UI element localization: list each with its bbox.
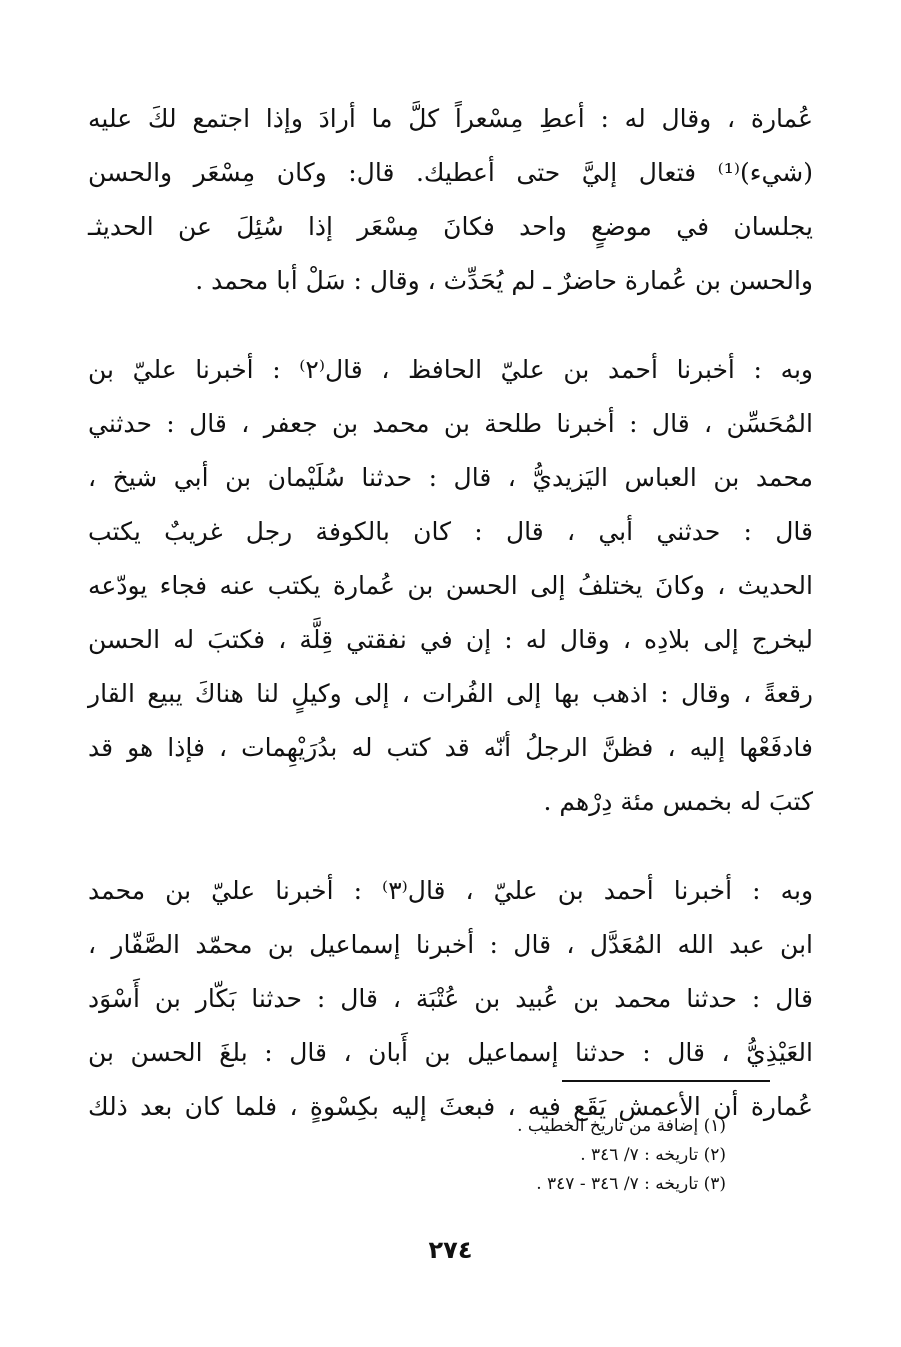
text-line: محمد بن العباس اليَزيديُّ ، قال : حدثنا سُلَيْمان بن أبي شيخ ، bbox=[88, 463, 813, 492]
text-line: يجلسان في موضعٍ واحد فكانَ مِسْعَر إذا سُئِلَ عن الحديثـ bbox=[88, 212, 813, 241]
text-line: رقعةً ، وقال : اذهب بها إلى الفُرات ، إلى وكيلٍ لنا هناكَ يبيع القار bbox=[88, 679, 813, 708]
text-line: عُمارة أن الأعمش يَقَع فيه ، فبعثَ إليه بكِسْوةٍ ، فلما كان بعد ذلك bbox=[88, 1092, 813, 1121]
text-line: والحسن بن عُمارة حاضرٌ ـ لم يُحَدِّث ، وقال : سَلْ أبا محمد . bbox=[195, 266, 813, 295]
text-line: وبه : أخبرنا أحمد بن عليّ الحافظ ، قال⁽٢⁾ : أخبرنا عليّ بن bbox=[88, 355, 813, 384]
paragraph-2 bbox=[88, 343, 813, 829]
text-line: (شيء)⁽¹⁾ فتعال إليَّ حتى أعطيك. قال: وكان مِسْعَر والحسن bbox=[88, 158, 813, 187]
footnote-divider bbox=[562, 1080, 770, 1082]
text-line: العَيْذِيُّ ، قال : حدثنا إسماعيل بن أَبان ، قال : بلغَ الحسن بن bbox=[88, 1038, 813, 1067]
page-body bbox=[88, 92, 813, 1134]
text-line: قال : حدثني أبي ، قال : كان بالكوفة رجل غريبٌ يكتب bbox=[88, 517, 813, 546]
text-line: فادفَعْها إليه ، فظنَّ الرجلُ أنّه قد كتب له بدُرَيْهِمات ، فإذا هو قد bbox=[88, 733, 813, 762]
footnote-3: (٣) تاريخه : ٧/ ٣٤٦ - ٣٤٧ . bbox=[536, 1174, 726, 1194]
text-line: كتبَ له بخمس مئة دِرْهم . bbox=[543, 787, 813, 816]
paragraph-1 bbox=[88, 92, 813, 308]
text-line: ليخرج إلى بلادِه ، وقال له : إن في نفقتي قِلَّة ، فكتبَ له الحسن bbox=[88, 625, 813, 654]
page-number: ٢٧٤ bbox=[428, 1236, 473, 1264]
text-line: وبه : أخبرنا أحمد بن عليّ ، قال⁽٣⁾ : أخبرنا عليّ بن محمد bbox=[88, 876, 814, 905]
text-line: عُمارة ، وقال له : أعطِ مِسْعراً كلَّ ما أرادَ وإذا اجتمع لكَ عليه bbox=[88, 104, 813, 133]
text-line: ابن عبد الله المُعَدَّل ، قال : أخبرنا إسماعيل بن محمّد الصَّفّار ، bbox=[88, 930, 813, 959]
footnotes bbox=[206, 1112, 726, 1199]
footnote-1: (١) إضافة من تاريخ الخطيب . bbox=[517, 1116, 726, 1136]
footnote-2: (٢) تاريخه : ٧/ ٣٤٦ . bbox=[580, 1145, 726, 1165]
paragraph-3 bbox=[88, 864, 813, 1134]
text-line: الحديث ، وكانَ يختلفُ إلى الحسن بن عُمارة يكتب عنه فجاء يودّعه bbox=[88, 571, 813, 600]
text-line: قال : حدثنا محمد بن عُبيد بن عُتْبَة ، قال : حدثنا بَكّار بن أَسْوَد bbox=[88, 984, 813, 1013]
text-line: المُحَسِّن ، قال : أخبرنا طلحة بن محمد بن جعفر ، قال : حدثني bbox=[88, 409, 813, 438]
